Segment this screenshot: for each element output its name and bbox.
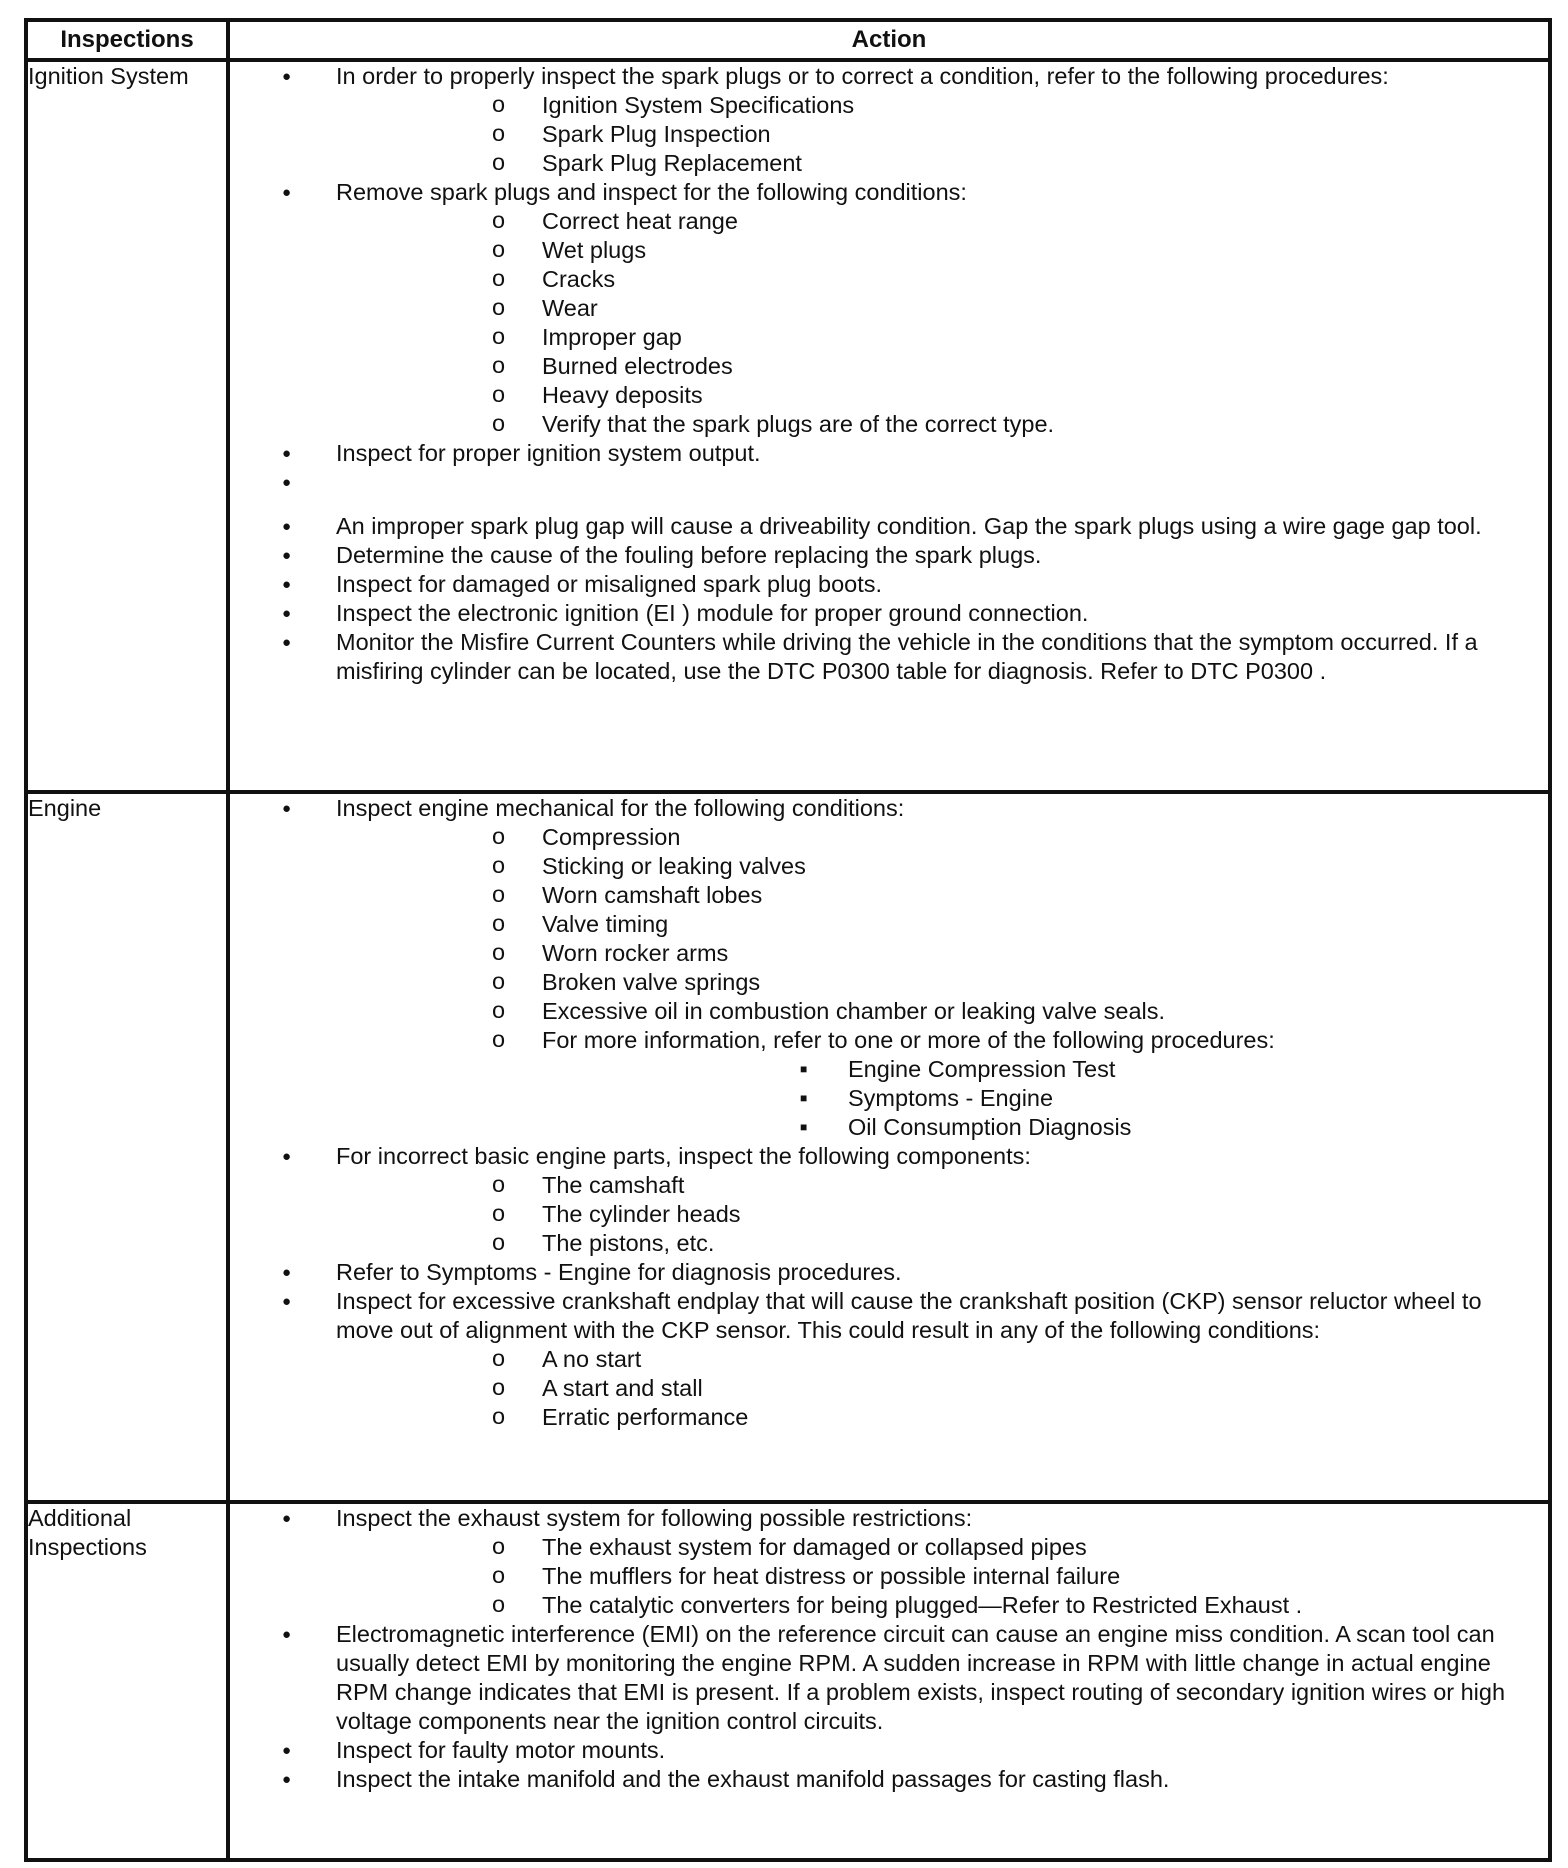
bullet-item: ● Inspect engine mechanical for the following conditions: o Compression o Sticking or leaking valves o Worn camshaft lobes o Valve timing o Worn rocker arms o Broken valve springs o Excessive oil in combustion chamber or leaking valve seals. o For more information, refer to one or more of the following procedures: ■ Engine Compression Test ■ Symptoms - Engine ■ Oil Consumption Diagnosis [230,794,1548,1142]
sub-item: o Worn rocker arms [336,939,1542,968]
sub-item: o The exhaust system for damaged or collapsed pipes [336,1533,1542,1562]
sub-item: o Wear [336,294,1542,323]
bullet-item: ● Inspect the electronic ignition (EI ) module for proper ground connection. [230,599,1548,628]
header-action: Action [228,20,1550,60]
bullet-item: ● Monitor the Misfire Current Counters while driving the vehicle in the conditions that the symptom occurred. If a misfiring cylinder can be located, use the DTC P0300 table for diagnosis. Refer to DTC P0300 . [230,628,1548,686]
table-row-engine [26,792,1550,1502]
table-row-additional-inspections [26,1502,1550,1860]
sub-item: o The mufflers for heat distress or possible internal failure [336,1562,1542,1591]
table-row-ignition-system [26,60,1550,792]
sub-item: o Burned electrodes [336,352,1542,381]
sub-item: o Worn camshaft lobes [336,881,1542,910]
subsub-item: ■ Oil Consumption Diagnosis [542,1113,1542,1142]
sub-item: o Sticking or leaking valves [336,852,1542,881]
sub-item: o For more information, refer to one or more of the following procedures: ■ Engine Compression Test ■ Symptoms - Engine ■ Oil Consumption Diagnosis [336,1026,1542,1142]
sub-item: o Wet plugs [336,236,1542,265]
bullet-item: ● For incorrect basic engine parts, inspect the following components: o The camshaft o The cylinder heads o The pistons, etc. [230,1142,1548,1258]
spacer [230,468,1548,512]
sub-item: o Heavy deposits [336,381,1542,410]
bullet-item: ● Inspect the intake manifold and the exhaust manifold passages for casting flash. [230,1765,1548,1794]
row-label: Engine [26,792,228,1502]
bullet-item: ● Inspect the exhaust system for following possible restrictions: o The exhaust system for damaged or collapsed pipes o The mufflers for heat distress or possible internal failure o The catalytic converters for being plugged—Refer to Restricted Exhaust . [230,1504,1548,1620]
sub-item: o The pistons, etc. [336,1229,1542,1258]
sub-item: o Cracks [336,265,1542,294]
bullet-item: ● Inspect for faulty motor mounts. [230,1736,1548,1765]
sub-item: o Valve timing [336,910,1542,939]
sub-item: o A no start [336,1345,1542,1374]
sub-item: o Excessive oil in combustion chamber or leaking valve seals. [336,997,1542,1026]
sub-item: o Correct heat range [336,207,1542,236]
bullet-item: ● Determine the cause of the fouling before replacing the spark plugs. [230,541,1548,570]
row-label: Ignition System [26,60,228,792]
bullet-item: ● Inspect for proper ignition system output. [230,439,1548,468]
sub-item: o The cylinder heads [336,1200,1542,1229]
sub-item: o The catalytic converters for being plugged—Refer to Restricted Exhaust . [336,1591,1542,1620]
table-header-row [26,20,1550,60]
row-action [228,792,1550,1502]
sub-item: o Spark Plug Inspection [336,120,1542,149]
sub-item: o The camshaft [336,1171,1542,1200]
sub-item: o Verify that the spark plugs are of the correct type. [336,410,1542,439]
sub-item: o Erratic performance [336,1403,1542,1432]
row-action [228,1502,1550,1860]
subsub-item: ■ Symptoms - Engine [542,1084,1542,1113]
bullet-item: ● Refer to Symptoms - Engine for diagnosis procedures. [230,1258,1548,1287]
subsub-item: ■ Engine Compression Test [542,1055,1542,1084]
sub-item: o Ignition System Specifications [336,91,1542,120]
sub-item: o Compression [336,823,1542,852]
bullet-item: ● Remove spark plugs and inspect for the following conditions: o Correct heat range o Wet plugs o Cracks o Wear o Improper gap o Burned electrodes o Heavy deposits o Verify that the spark plugs are of the correct type. [230,178,1548,439]
sub-item: o Broken valve springs [336,968,1542,997]
sub-item: o Spark Plug Replacement [336,149,1542,178]
bullet-item: ● In order to properly inspect the spark plugs or to correct a condition, refer to the following procedures: o Ignition System Specifications o Spark Plug Inspection o Spark Plug Replacement [230,62,1548,178]
bullet-item: ● An improper spark plug gap will cause a driveability condition. Gap the spark plugs using a wire gage gap tool. [230,512,1548,541]
inspections-table [24,18,1552,1862]
bullet-item: ● Inspect for excessive crankshaft endplay that will cause the crankshaft position (CKP) sensor reluctor wheel to move out of alignment with the CKP sensor. This could result in any of the following conditions: o A no start o A start and stall o Erratic performance [230,1287,1548,1432]
bullet-item: ● Electromagnetic interference (EMI) on the reference circuit can cause an engine miss condition. A scan tool can usually detect EMI by monitoring the engine RPM. A sudden increase in RPM with little change in actual engine RPM change indicates that EMI is present. If a problem exists, inspect routing of secondary ignition wires or high voltage components near the ignition control circuits. [230,1620,1548,1736]
header-inspections: Inspections [26,20,228,60]
bullet-item: ● Inspect for damaged or misaligned spark plug boots. [230,570,1548,599]
sub-item: o Improper gap [336,323,1542,352]
sub-item: o A start and stall [336,1374,1542,1403]
row-action [228,60,1550,792]
row-label: Additional Inspections [26,1502,228,1860]
